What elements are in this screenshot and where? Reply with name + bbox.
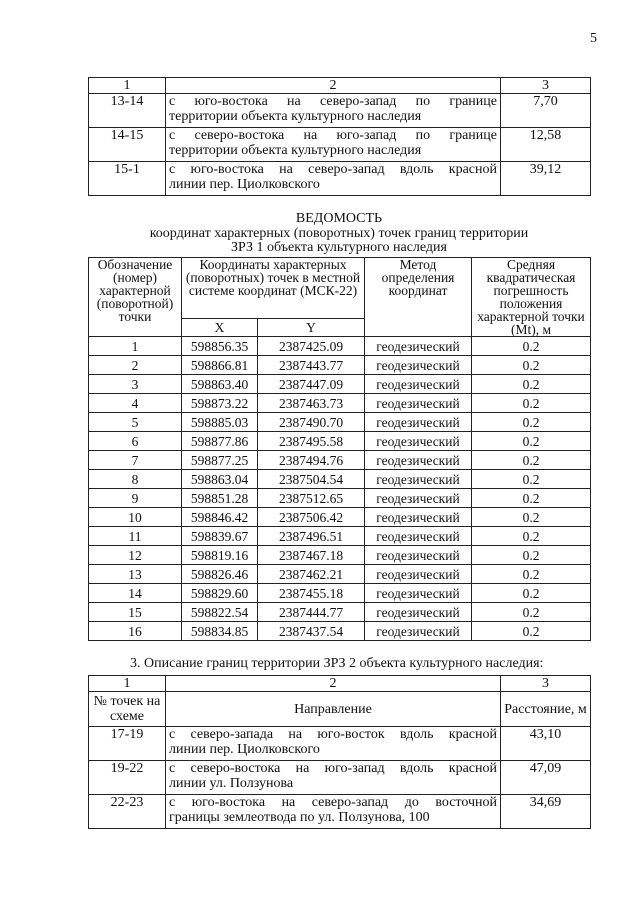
table-row [89, 337, 591, 356]
distance-cell: 43,10 [501, 727, 591, 761]
segment-cell: 19-22 [89, 761, 166, 795]
error-cell: 0.2 [472, 394, 591, 413]
error-cell: 0.2 [472, 622, 591, 641]
direction-line: линии пер. Циолковского [169, 177, 320, 192]
x-coordinate-cell: 598877.25 [182, 451, 258, 470]
x-coordinate-cell: 598873.22 [182, 394, 258, 413]
distance-cell: 12,58 [501, 128, 591, 162]
error-cell: 0.2 [472, 375, 591, 394]
header-cell-1: 1 [89, 676, 166, 692]
direction-line: с северо-востока на юго-запад по границе [169, 128, 497, 143]
direction-line: территории объекта культурного наследия [169, 109, 422, 124]
table-row [89, 413, 591, 432]
method-cell: геодезический [365, 337, 472, 356]
y-coordinate-cell: 2387447.09 [258, 375, 365, 394]
error-cell: 0.2 [472, 451, 591, 470]
table-row [89, 565, 591, 584]
method-cell: геодезический [365, 489, 472, 508]
direction-line: территории объекта культурного наследия [169, 143, 422, 158]
table-row [89, 451, 591, 470]
x-coordinate-cell: 598866.81 [182, 356, 258, 375]
x-coordinate-cell: 598822.54 [182, 603, 258, 622]
direction-cell [166, 128, 501, 162]
y-coordinate-cell: 2387455.18 [258, 584, 365, 603]
point-number-cell: 7 [89, 451, 182, 470]
col-distance-header: Расстояние, м [501, 692, 591, 727]
point-number-cell: 6 [89, 432, 182, 451]
distance-cell: 39,12 [501, 162, 591, 196]
error-cell: 0.2 [472, 470, 591, 489]
vedomost-title: ВЕДОМОСТЬ [295, 211, 383, 226]
table-row [89, 432, 591, 451]
direction-cell [166, 761, 501, 795]
point-number-cell: 1 [89, 337, 182, 356]
header-cell-1: 1 [89, 78, 166, 94]
col-points-header: № точек на схеме [89, 692, 166, 727]
table-row [89, 761, 591, 795]
point-number-cell: 15 [89, 603, 182, 622]
direction-cell [166, 162, 501, 196]
y-coordinate-cell: 2387490.70 [258, 413, 365, 432]
col-direction-header: Направление [166, 692, 501, 727]
error-cell: 0.2 [472, 527, 591, 546]
point-number-cell: 5 [89, 413, 182, 432]
y-coordinate-cell: 2387504.54 [258, 470, 365, 489]
method-cell: геодезический [365, 432, 472, 451]
point-number-cell: 3 [89, 375, 182, 394]
col-x-header: X [182, 318, 258, 336]
x-coordinate-cell: 598877.86 [182, 432, 258, 451]
direction-cell [166, 94, 501, 128]
point-number-cell: 11 [89, 527, 182, 546]
y-coordinate-cell: 2387462.21 [258, 565, 365, 584]
x-coordinate-cell: 598851.28 [182, 489, 258, 508]
direction-line: линии пер. Циолковского [169, 742, 320, 757]
error-cell: 0.2 [472, 489, 591, 508]
error-cell: 0.2 [472, 584, 591, 603]
table-row [89, 356, 591, 375]
x-coordinate-cell: 598834.85 [182, 622, 258, 641]
error-cell: 0.2 [472, 508, 591, 527]
direction-cell [166, 727, 501, 761]
table-row [89, 94, 591, 128]
point-number-cell: 16 [89, 622, 182, 641]
method-cell: геодезический [365, 565, 472, 584]
y-coordinate-cell: 2387443.77 [258, 356, 365, 375]
direction-line: с юго-востока на северо-запад вдоль красной [169, 162, 497, 177]
col-point-number-header: Обозначение (номер) характерной (поворотной) точки [89, 258, 182, 337]
error-cell: 0.2 [472, 432, 591, 451]
y-coordinate-cell: 2387463.73 [258, 394, 365, 413]
segment-cell: 15-1 [89, 162, 166, 196]
boundary-table-zrz1-end [88, 77, 591, 196]
table-row [89, 375, 591, 394]
vedomost-subtitle: координат характерных (поворотных) точек границ территории [149, 226, 529, 241]
table-header-row [89, 78, 591, 94]
boundary-table-zrz2 [88, 675, 591, 829]
y-coordinate-cell: 2387437.54 [258, 622, 365, 641]
table-row [89, 394, 591, 413]
direction-line: с северо-запада на юго-восток вдоль красной [169, 727, 497, 742]
vedomost-subtitle-2: ЗРЗ 1 объекта культурного наследия [231, 240, 447, 255]
method-cell: геодезический [365, 451, 472, 470]
segment-cell: 22-23 [89, 795, 166, 829]
table-row [89, 527, 591, 546]
table-row [89, 470, 591, 489]
direction-cell [166, 795, 501, 829]
table-row [89, 162, 591, 196]
table-row [89, 128, 591, 162]
col-method-header: Метод определения координат [365, 258, 472, 337]
error-cell: 0.2 [472, 413, 591, 432]
error-cell: 0.2 [472, 356, 591, 375]
error-cell: 0.2 [472, 337, 591, 356]
header-cell-3: 3 [501, 676, 591, 692]
segment-cell: 13-14 [89, 94, 166, 128]
y-coordinate-cell: 2387494.76 [258, 451, 365, 470]
section-3-title: 3. Описание границ территории ЗРЗ 2 объекта культурного наследия: [130, 656, 544, 671]
table-row [89, 727, 591, 761]
method-cell: геодезический [365, 375, 472, 394]
method-cell: геодезический [365, 622, 472, 641]
point-number-cell: 4 [89, 394, 182, 413]
point-number-cell: 2 [89, 356, 182, 375]
table-row [89, 584, 591, 603]
error-cell: 0.2 [472, 565, 591, 584]
y-coordinate-cell: 2387496.51 [258, 527, 365, 546]
method-cell: геодезический [365, 584, 472, 603]
table-row [89, 622, 591, 641]
point-number-cell: 10 [89, 508, 182, 527]
y-coordinate-cell: 2387444.77 [258, 603, 365, 622]
segment-cell: 14-15 [89, 128, 166, 162]
error-cell: 0.2 [472, 546, 591, 565]
table-row [89, 546, 591, 565]
method-cell: геодезический [365, 413, 472, 432]
direction-line: границы землеотвода по ул. Ползунова, 100 [169, 810, 430, 825]
col-coordinates-header: Координаты характерных (поворотных) точек в местной системе координат (МСК-22) [182, 258, 365, 319]
coordinates-table [88, 257, 591, 641]
table-row [89, 603, 591, 622]
col-error-header: Средняя квадратическая погрешность положения характерной точки (Mt), м [472, 258, 591, 337]
method-cell: геодезический [365, 508, 472, 527]
x-coordinate-cell: 598863.40 [182, 375, 258, 394]
direction-line: с юго-востока на северо-запад по границе [169, 94, 497, 109]
table-row [89, 489, 591, 508]
y-coordinate-cell: 2387495.58 [258, 432, 365, 451]
header-cell-3: 3 [501, 78, 591, 94]
page-number: 5 [590, 31, 597, 46]
y-coordinate-cell: 2387425.09 [258, 337, 365, 356]
point-number-cell: 13 [89, 565, 182, 584]
x-coordinate-cell: 598863.04 [182, 470, 258, 489]
x-coordinate-cell: 598885.03 [182, 413, 258, 432]
distance-cell: 34,69 [501, 795, 591, 829]
x-coordinate-cell: 598856.35 [182, 337, 258, 356]
distance-cell: 47,09 [501, 761, 591, 795]
y-coordinate-cell: 2387512.65 [258, 489, 365, 508]
method-cell: геодезический [365, 394, 472, 413]
y-coordinate-cell: 2387467.18 [258, 546, 365, 565]
direction-line: с юго-востока на северо-запад до восточной [169, 795, 497, 810]
point-number-cell: 8 [89, 470, 182, 489]
x-coordinate-cell: 598819.16 [182, 546, 258, 565]
x-coordinate-cell: 598846.42 [182, 508, 258, 527]
header-cell-2: 2 [166, 676, 501, 692]
table-row [89, 795, 591, 829]
segment-cell: 17-19 [89, 727, 166, 761]
table-row [89, 508, 591, 527]
method-cell: геодезический [365, 470, 472, 489]
point-number-cell: 9 [89, 489, 182, 508]
y-coordinate-cell: 2387506.42 [258, 508, 365, 527]
method-cell: геодезический [365, 356, 472, 375]
point-number-cell: 12 [89, 546, 182, 565]
col-y-header: Y [258, 318, 365, 336]
point-number-cell: 14 [89, 584, 182, 603]
method-cell: геодезический [365, 603, 472, 622]
direction-line: с северо-востока на юго-запад вдоль красной [169, 761, 497, 776]
error-cell: 0.2 [472, 603, 591, 622]
x-coordinate-cell: 598829.60 [182, 584, 258, 603]
distance-cell: 7,70 [501, 94, 591, 128]
x-coordinate-cell: 598826.46 [182, 565, 258, 584]
header-cell-2: 2 [166, 78, 501, 94]
method-cell: геодезический [365, 546, 472, 565]
direction-line: линии ул. Ползунова [169, 776, 294, 791]
x-coordinate-cell: 598839.67 [182, 527, 258, 546]
method-cell: геодезический [365, 527, 472, 546]
